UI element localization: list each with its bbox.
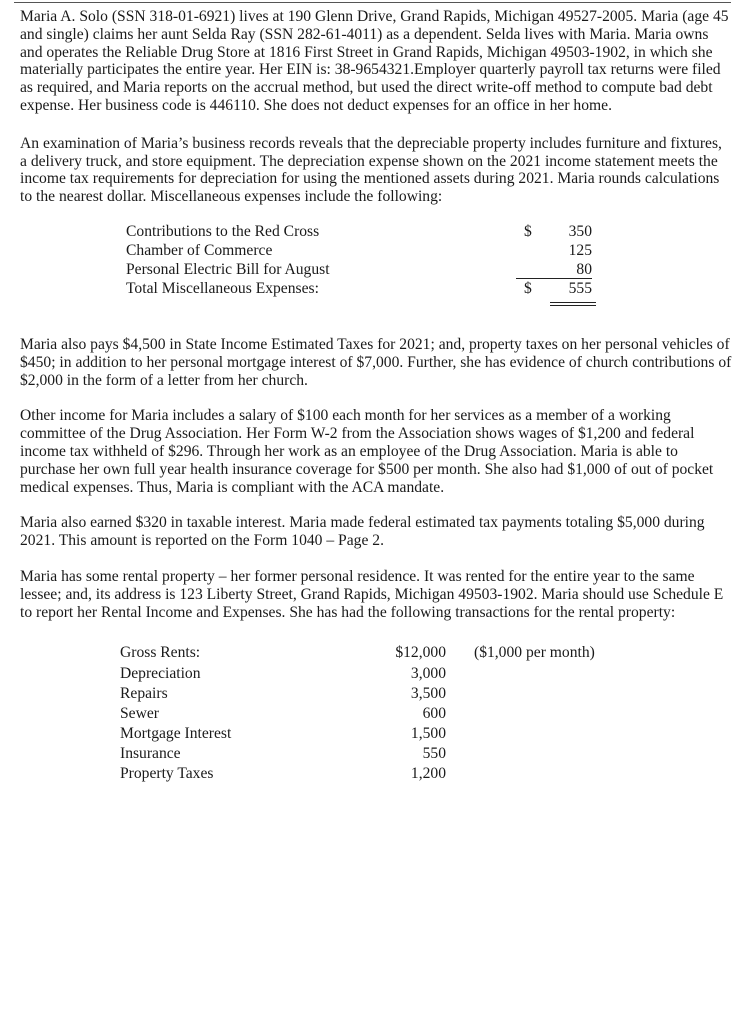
rental-row <box>120 764 732 784</box>
paragraph-other-income: Other income for Maria includes a salary of $100 each month for her services as a member of a working committee of the Drug Association. Her Form W-2 from the Association shows wages of $1,200 and federal income tax withheld of $296. Through her work as an employee of the Drug Association. Maria is able to purchase her own full year health insurance coverage for $500 per month. She also had $1,000 of out of pocket medical expenses. Thus, Maria is compliant with the ACA mandate. <box>20 407 714 496</box>
misc-label: Personal Electric Bill for August <box>126 260 330 278</box>
misc-value: 555 <box>568 279 592 297</box>
rental-row <box>120 724 732 744</box>
paragraph-rental-property: Maria has some rental property – her former personal residence. It was rented for the entire year to the same lessee; and, its address is 123 Liberty Street, Grand Rapids, Michigan 49503-1902. Maria should use Schedule E to report her Rental Income and Expenses. She has had the following transactions for the rental property: <box>20 567 724 621</box>
rental-label: Insurance <box>120 745 181 763</box>
top-rule <box>14 2 731 3</box>
dollar-sign: $ <box>524 279 532 297</box>
rental-amount: 600 <box>422 704 446 722</box>
rental-note: ($1,000 per month) <box>474 644 595 662</box>
rental-row <box>120 744 732 764</box>
paragraph-business-records: An examination of Maria’s business records reveals that the depreciable property includes furniture and fixtures, a delivery truck, and store equipment. The depreciation expense shown on the 2021 income statement meets the income tax requirements for depreciation for using the mentioned assets during 2021. Maria rounds calculations to the nearest dollar. Miscellaneous expenses include the following: <box>20 134 722 206</box>
misc-label: Chamber of Commerce <box>126 241 273 259</box>
rental-amount: 550 <box>422 745 446 763</box>
misc-row <box>126 241 616 260</box>
paragraph-taxes-paid: Maria also pays $4,500 in State Income Estimated Taxes for 2021; and, property taxes on her personal vehicles of $450; in addition to her personal mortgage interest of $7,000. Further, she has evidence of church contributions of $2,000 in the form of a letter from her church. <box>20 335 732 389</box>
rental-row <box>120 704 732 724</box>
rental-label: Property Taxes <box>120 765 214 783</box>
rental-row <box>120 684 732 704</box>
rental-row <box>120 643 732 663</box>
rental-amount: $12,000 <box>395 644 446 662</box>
rental-label: Sewer <box>120 704 159 722</box>
misc-label: Contributions to the Red Cross <box>126 222 320 240</box>
misc-amount <box>516 241 592 260</box>
rental-amount: 3,000 <box>410 664 446 682</box>
misc-row <box>126 260 616 279</box>
rental-amount: 1,200 <box>410 765 446 783</box>
paragraph-interest: Maria also earned $320 in taxable interest. Maria made federal estimated tax payments totaling $5,000 during 2021. This amount is reported on the Form 1040 – Page 2. <box>20 514 705 550</box>
rental-label: Gross Rents: <box>120 644 201 662</box>
misc-value: 80 <box>576 260 592 278</box>
rental-table <box>120 643 732 784</box>
misc-value: 350 <box>568 222 592 240</box>
rental-amount: 1,500 <box>410 725 446 743</box>
rental-label: Mortgage Interest <box>120 725 232 743</box>
misc-row <box>126 222 616 241</box>
misc-total-row <box>126 279 616 298</box>
dollar-sign: $ <box>524 222 532 240</box>
misc-amount <box>516 260 592 279</box>
double-underline <box>550 302 596 306</box>
misc-value: 125 <box>568 241 592 259</box>
paragraph-taxpayer-info: Maria A. Solo (SSN 318-01-6921) lives at 190 Glenn Drive, Grand Rapids, Michigan 49527-2005. Maria (age 45 and single) claims her aunt Selda Ray (SSN 282-61-4011) as a dependent. Selda lives with Maria. Maria owns and operates the Reliable Drug Store at 1816 First Street in Grand Rapids, Michigan 49503-1902, in which she materially participates the entire year. Her EIN is: 38-9654321.Employer quarterly payroll tax returns were filed as required, and Maria reports on the accrual method, but used the direct write-off method to compute bad debt expense. Her business code is 446110. She does not deduct expenses for an office in her home. <box>20 8 729 114</box>
rental-label: Repairs <box>120 684 168 702</box>
document-page <box>20 8 732 785</box>
rental-amount: 3,500 <box>410 684 446 702</box>
rental-row <box>120 664 732 684</box>
misc-amount <box>516 279 592 298</box>
misc-amount <box>516 222 592 241</box>
rental-label: Depreciation <box>120 664 201 682</box>
misc-expenses-table <box>126 222 616 298</box>
misc-label: Total Miscellaneous Expenses: <box>126 279 319 297</box>
